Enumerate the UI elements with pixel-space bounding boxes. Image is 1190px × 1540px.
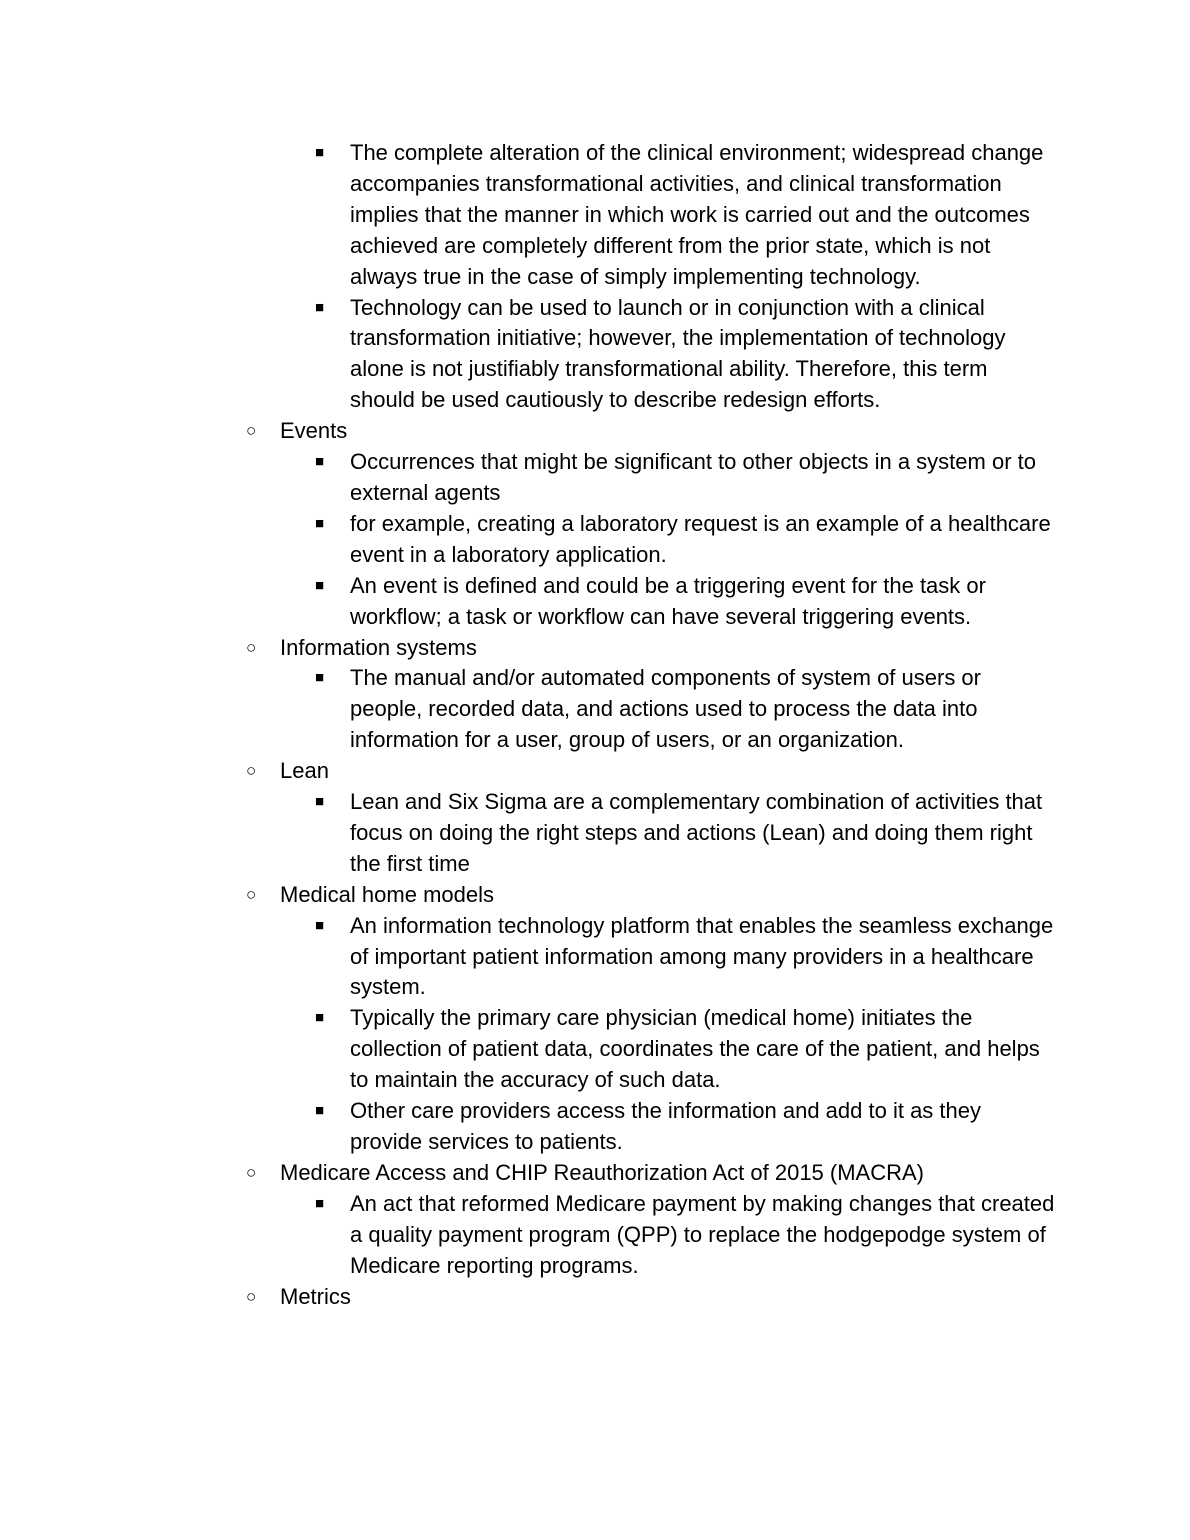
term-label: Events: [280, 418, 348, 444]
hollow-circle-bullet-icon: ○: [246, 1162, 257, 1182]
bullet-text: Lean and Six Sigma are a complementary combination of activities that focus on doing the right steps and actions (Lean) and doing them right the first time: [350, 789, 1043, 876]
term-label: Medical home models: [280, 881, 494, 907]
bullet-text: An information technology platform that enables the seamless exchange of important patient information among many providers in a healthcare system.: [350, 912, 1054, 1000]
definition-bullet: [315, 1096, 1055, 1158]
bullet-text: Occurrences that might be significant to other objects in a system or to external agents: [350, 449, 1036, 505]
glossary-term: [246, 1282, 1080, 1313]
definition-bullet: [315, 911, 1055, 1004]
bullet-text: for example, creating a laboratory request is an example of a healthcare event in a laboratory application.: [350, 510, 1051, 567]
glossary-outline: [0, 138, 1190, 1312]
definition-bullet: [315, 447, 1055, 509]
hollow-circle-bullet-icon: ○: [246, 1286, 257, 1306]
glossary-term: [246, 756, 1080, 787]
filled-square-bullet-icon: ■: [315, 793, 325, 811]
definition-bullet: [315, 1189, 1055, 1282]
term-label: Metrics: [280, 1283, 351, 1309]
bullet-text: An event is defined and could be a triggering event for the task or workflow; a task or workflow can have several triggering events.: [350, 572, 986, 629]
glossary-term: [246, 416, 1080, 447]
definition-bullet: [315, 787, 1055, 880]
definition-bullet: [315, 138, 1055, 293]
bullet-text: Other care providers access the information and add to it as they provide services to patients.: [350, 1098, 981, 1154]
term-label: Medicare Access and CHIP Reauthorization Act of 2015 (MACRA): [280, 1159, 925, 1185]
definition-bullet: [315, 293, 1055, 417]
hollow-circle-bullet-icon: ○: [246, 884, 257, 904]
filled-square-bullet-icon: ■: [315, 1194, 325, 1212]
glossary-term: [246, 633, 1080, 664]
bullet-text: Technology can be used to launch or in conjunction with a clinical transformation initiative; however, the implementation of technology alone is not justifiably transformational ability. Therefore, this term should be used cautiously to describe redesign efforts.: [350, 294, 1006, 413]
filled-square-bullet-icon: ■: [315, 576, 325, 594]
definition-bullet: [315, 571, 1055, 633]
glossary-term: [246, 880, 1080, 911]
filled-square-bullet-icon: ■: [315, 916, 325, 934]
bullet-text: Typically the primary care physician (medical home) initiates the collection of patient data, coordinates the care of the patient, and helps to maintain the accuracy of such data.: [350, 1005, 1040, 1093]
bullet-text: The manual and/or automated components of system of users or people, recorded data, and actions used to process the data into information for a user, group of users, or an organization.: [350, 665, 981, 753]
glossary-term: [246, 1158, 1080, 1189]
term-label: Information systems: [280, 634, 477, 660]
hollow-circle-bullet-icon: ○: [246, 761, 257, 781]
filled-square-bullet-icon: ■: [315, 669, 325, 687]
hollow-circle-bullet-icon: ○: [246, 637, 257, 657]
filled-square-bullet-icon: ■: [315, 298, 325, 316]
bullet-text: An act that reformed Medicare payment by making changes that created a quality payment program (QPP) to replace the hodgepodge system of Medicare reporting programs.: [350, 1190, 1055, 1278]
filled-square-bullet-icon: ■: [315, 453, 325, 471]
filled-square-bullet-icon: ■: [315, 514, 325, 532]
definition-bullet: [315, 1003, 1055, 1096]
bullet-text: The complete alteration of the clinical environment; widespread change accompanies transformational activities, and clinical transformation implies that the manner in which work is carried out and the outcomes achieved are completely different from the prior state, which is not always true in the case of simply implementing technology.: [350, 140, 1044, 289]
hollow-circle-bullet-icon: ○: [246, 421, 257, 441]
filled-square-bullet-icon: ■: [315, 144, 325, 161]
definition-bullet: [315, 663, 1055, 756]
term-label: Lean: [280, 758, 329, 784]
filled-square-bullet-icon: ■: [315, 1102, 325, 1120]
definition-bullet: [315, 509, 1055, 571]
filled-square-bullet-icon: ■: [315, 1009, 325, 1027]
